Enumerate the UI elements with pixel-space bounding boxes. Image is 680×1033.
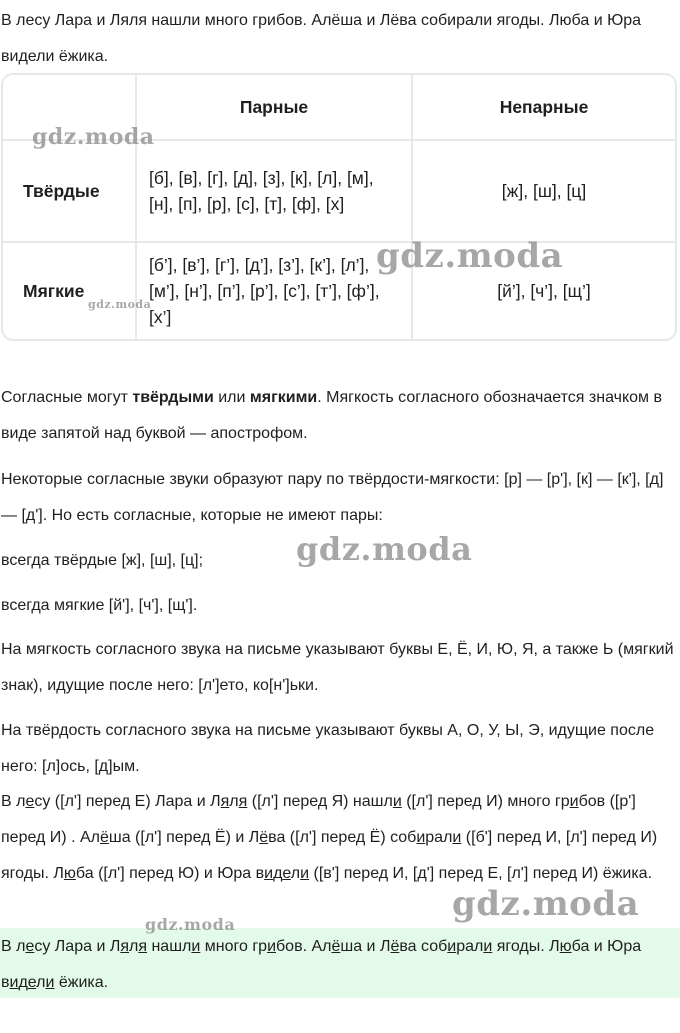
intro-text: В лесу Лара и Ляля нашли много грибов. Алёша и Лёва собирали ягоды. Люба и Юра видели ёжика. <box>1 12 642 65</box>
cell-soft-unpaired: [й’], [ч’], [щ’] <box>412 242 675 339</box>
theory-paragraph-4: всегда мягкие [й'], [ч'], [щ']. <box>1 597 198 614</box>
watermark: gdz.moda <box>452 884 640 924</box>
theory-paragraph-6: На твёрдость согласного звука на письме указывают буквы А, О, У, Ы, Э, идущие после него: [л]ось, [д]ым. <box>1 722 655 775</box>
cell-hard-unpaired: [ж], [ш], [ц] <box>412 140 675 242</box>
cell-hard-paired: [б], [в], [г], [д], [з], [к], [л], [м], [н], [п], [р], [с], [т], [ф], [х] <box>136 140 412 242</box>
cell-soft-paired: [б’], [в’], [г’], [д’], [з’], [к’], [л’], [м’], [н’], [п’], [р’], [с’], [т’], [ф’], [х’] <box>136 242 412 339</box>
watermark: gdz.moda <box>32 124 155 150</box>
table-row-hard <box>3 140 675 242</box>
answer-paragraph: В лесу Лара и Ляля нашли много грибов. Алёша и Лёва собирали ягоды. Люба и Юра видели ёжика. <box>1 938 642 991</box>
row-label-soft: Мягкие <box>3 242 136 339</box>
watermark: gdz.moda <box>145 915 236 934</box>
row-label-hard: Твёрдые <box>3 140 136 242</box>
watermark: gdz.moda <box>296 530 473 568</box>
watermark: gdz.moda <box>88 298 152 311</box>
analysis-paragraph: В лесу ([л'] перед Е) Лара и Ляля ([л'] перед Я) нашли ([л'] перед И) много грибов ([р'] перед И) . Алёша ([л'] перед Ё) и Лёва ([л'] перед Ё) собирали ([б'] перед И, [л'] перед И) ягоды. Люба ([л'] перед Ю) и Юра видели ([в'] перед И, [д'] перед Е, [л'] перед И) ёжика. <box>1 793 658 882</box>
table-header-unpaired: Непарные <box>412 75 675 140</box>
theory-paragraph-1: Согласные могут твёрдыми или мягкими. Мягкость согласного обозначается значком в виде запятой над буквой — апострофом. <box>1 389 662 442</box>
table-row-soft <box>3 242 675 339</box>
table-header-paired: Парные <box>136 75 412 140</box>
watermark: gdz.moda <box>376 236 564 276</box>
theory-paragraph-5: На мягкость согласного звука на письме указывают буквы Е, Ё, И, Ю, Я, а также Ь (мягкий знак), идущие после него: [л']ето, ко[н']ьки. <box>1 641 674 694</box>
theory-paragraph-2: Некоторые согласные звуки образуют пару по твёрдости-мягкости: [р] — [р'], [к] — [к'], [д] — [д']. Но есть согласные, которые не имеют пары: <box>1 471 664 524</box>
theory-paragraph-3: всегда твёрдые [ж], [ш], [ц]; <box>1 552 204 569</box>
